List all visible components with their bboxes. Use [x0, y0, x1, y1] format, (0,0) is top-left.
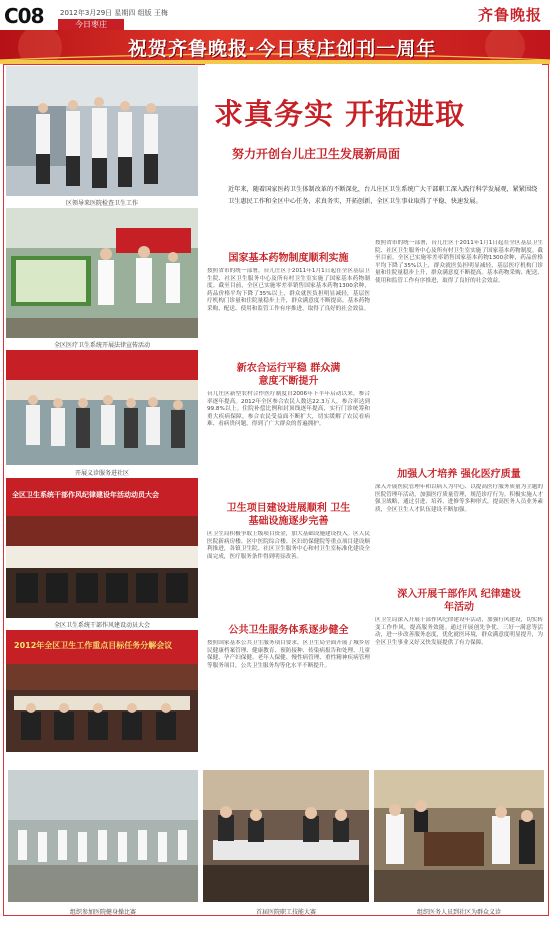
section-text: 按照省市的统一部署，台儿庄区于2011年1月1日起在全区基层卫生院、社区卫生服务中心及所有村卫生室实施了国家基本药物制度。截至目前，全区已实施零差率销售国家基本药物1300余种，药品价格平均下降了35%以上，群众就医负担明显减轻，基层医疗机构门诊量和住院量稳步上升，群众满意度不断提高。基本药物采购、配送、使用和监管工作有序推进，取得了良好的社会效益。: [207, 268, 370, 312]
anniversary-banner: [0, 30, 550, 64]
photo-caption: 全区医疗卫生系统开展法律宣传活动: [53, 342, 150, 349]
photo-caption: 组织医务人员到社区为群众义诊: [416, 909, 501, 916]
section-text: 深入开展医院管理年和以病人为中心、以提高医疗服务质量为主题的医院管理年活动，加强医疗质量管理，规范诊疗行为。积极实施人才强卫战略，通过引进、培养、进修等多种形式，提高医务人员业务素质，全区卫生人才队伍建设不断加强。: [375, 484, 543, 513]
photo-caption: 区领导来医院检查卫生工作: [65, 200, 138, 207]
photo-caption: 首届医院职工技能大赛: [255, 909, 316, 916]
banner-title: 祝贺齐鲁晚报·今日枣庄创刊一周年: [128, 38, 437, 60]
article-headline: 求真务实 开拓进取: [214, 97, 466, 131]
photo-banner-text: 2012年全区卫生工作重点目标任务分解会议: [14, 641, 173, 650]
photo-inspection-graphic: [6, 66, 198, 196]
section-title: 公共卫生服务体系逐步健全: [228, 625, 349, 636]
section-label: 今日枣庄: [58, 19, 124, 31]
newspaper-logo: 齐鲁晚报: [477, 6, 542, 24]
article-column-right: [375, 240, 543, 752]
photo-publicity: [6, 208, 198, 338]
section-text: 台儿庄区新型农村合作医疗制度自2006年下半年启动以来，参合率逐年提高。2012年全区参合农民人数达22.3万人，参合率达到99.8%以上。住院补偿比例和封顶线逐年提高，实行门诊统筹和重大疾病保障，参合农民受益面不断扩大，切实缓解了农民看病难、看病贵问题，得到了广大群众的普遍拥护。: [207, 391, 370, 428]
article-column-left: [207, 240, 370, 752]
photo-caption: 全区卫生系统干部作风建设动员大会: [53, 622, 150, 629]
article-lead: 近年来，随着国家医药卫生体制改革的不断深化，台儿庄区卫生系统广大干部职工深入践行科学发展观，紧紧围绕卫生惠民工作和全区中心任务，求真务实，开拓创新，全区卫生事业取得了平稳、快速发展。: [228, 186, 538, 205]
section-text: 区卫生局深入开展干部作风纪律建设年活动，加强行风建设，切实转变工作作风，提高服务效能。通过开展创先争优、三好一满意等活动，进一步改善服务态度，优化就医环境，群众满意度明显提升，为全区卫生事业又好又快发展提供了有力保障。: [375, 617, 543, 646]
photo-meeting: [6, 478, 198, 618]
photo-free-clinic: [374, 770, 544, 902]
photo-caption: 组织参加医院健身操比赛: [69, 909, 136, 916]
page-number: C08: [4, 4, 44, 28]
issue-meta: 2012年3月29日 星期四 组版 王梅: [60, 9, 168, 17]
photo-exercise: [8, 770, 198, 902]
section-text: 按照省市的统一部署，台儿庄区于2011年1月1日起在全区基层卫生院、社区卫生服务中心及所有村卫生室实施了国家基本药物制度。截至目前，全区已实施零差率销售国家基本药物1300余种，药品价格平均下降了35%以上，群众就医负担明显减轻，基层医疗机构门诊量和住院量稳步上升，群众满意度不断提高。基本药物采购、配送、使用和监管工作有序推进，取得了良好的社会效益。: [375, 240, 543, 284]
section-title: 加强人才培养 强化医疗质量: [397, 469, 521, 480]
photo-conference: [6, 630, 198, 752]
photo-community-graphic: [6, 350, 198, 465]
photo-publicity-graphic: [6, 208, 198, 338]
article-subhead: 努力开创台儿庄卫生发展新局面: [232, 147, 401, 161]
section-title: 深入开展千部作风 纪律建设年活动: [397, 589, 521, 613]
photo-caption: 开展义诊服务进社区: [74, 470, 129, 477]
section-text: 按照国家基本公共卫生服务项目要求，区卫生局全面开展了城乡居民健康档案管理、健康教育、预防接种、传染病报告和处理、儿童保健、孕产妇保健、老年人保健、慢性病管理、重性精神疾病管理等服务项目，公共卫生服务均等化水平不断提升。: [207, 640, 370, 669]
photo-free-clinic-graphic: [374, 770, 544, 902]
photo-exercise-graphic: [8, 770, 198, 902]
photo-banner-text: 全区卫生系统干部作风纪律建设年活动动员大会: [12, 491, 159, 499]
section-title: 卫生项目建设进展顺利 卫生基础设施逐步完善: [226, 503, 351, 527]
photo-skills-contest-graphic: [203, 770, 369, 902]
photo-inspection: [6, 66, 198, 196]
section-title: 新农合运行平稳 群众满意度不断提升: [236, 363, 341, 387]
photo-community: [6, 350, 198, 465]
section-title: 国家基本药物制度顺利实施: [228, 253, 349, 264]
photo-skills-contest: [203, 770, 369, 902]
section-text: 区卫生局积极争取上级项目资金，加大基础设施建设投入。区人民医院新病房楼、区中医院综合楼、区妇幼保健院等重点项目建设顺利推进，各镇卫生院、社区卫生服务中心和村卫生室标准化建设全面完成，医疗服务条件得到明显改善。: [207, 531, 370, 560]
